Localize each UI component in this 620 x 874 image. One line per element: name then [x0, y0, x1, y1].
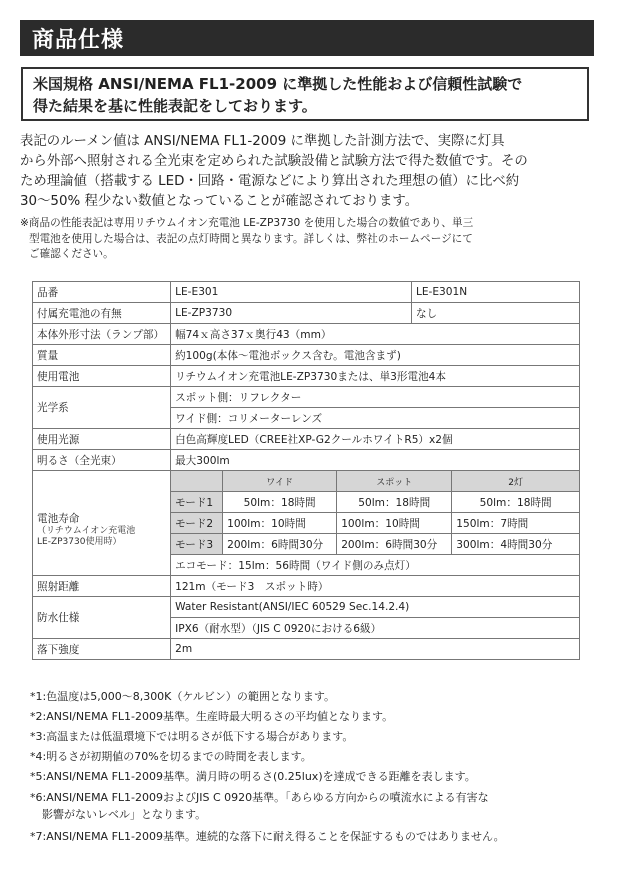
intro-line: 30～50% 程少ない数値となっていることが確認されております。 [20, 194, 419, 209]
note-line: ご確認ください。 [29, 248, 114, 260]
mode-header-blank [171, 471, 223, 492]
table-row [33, 387, 580, 408]
cell-value: スポット側：リフレクター [171, 387, 580, 408]
footnote: *4:明るさが初期値の70%を切るまでの時間を表します。 [30, 750, 312, 763]
note-line: 型電池を使用した場合は、表記の点灯時間と異なります。詳しくは、弊社のホームページにて [29, 232, 473, 245]
cell-value: 50lm：18時間 [223, 492, 337, 513]
table-row [33, 303, 580, 324]
footnotes [30, 687, 600, 847]
table-row [33, 471, 580, 492]
cell-value: エコモード：15lm：56時間（ワイド側のみ点灯） [171, 555, 580, 576]
footnote: *2:ANSI/NEMA FL1-2009基準。生産時最大明るさの平均値となります。 [30, 710, 394, 723]
column-header: スポット [337, 471, 452, 492]
table-row [33, 345, 580, 366]
row-label: 本体外形寸法（ランプ部） [33, 324, 171, 345]
cell-value: ワイド側：コリメーターレンズ [171, 408, 580, 429]
note-line: ※商品の性能表記は専用リチウムイオン充電池 LE-ZP3730 を使用した場合の数値であり、単三 [20, 217, 474, 229]
row-label: 落下強度 [33, 639, 171, 660]
table-row [33, 429, 580, 450]
life-label: 電池寿命 [37, 512, 80, 525]
row-label [33, 471, 171, 576]
row-label: 照射距離 [33, 576, 171, 597]
intro-paragraph [20, 132, 598, 212]
battery-note [20, 216, 600, 263]
cell-value: 最大300lm [171, 450, 580, 471]
standard-notice-box [21, 67, 589, 121]
page-title: 商品仕様 [32, 28, 125, 53]
cell-value: LE-ZP3730 [171, 303, 412, 324]
cell-value: 約100g(本体～電池ボックス含む。電池含まず) [171, 345, 580, 366]
notice-line: 得た結果を基に性能表記をしております。 [33, 97, 317, 115]
cell-value: IPX6（耐水型）（JIS C 0920における6級） [171, 618, 580, 639]
mode-label: モード1 [171, 492, 223, 513]
cell-value: 100lm：10時間 [223, 513, 337, 534]
intro-line: から外部へ照射される全光束を定められた試験設備と試験方法で得た数値です。その [20, 154, 528, 169]
cell-value: 121m（モード3 スポット時） [171, 576, 580, 597]
footnote: *3:高温または低温環境下では明るさが低下する場合があります。 [30, 730, 354, 743]
cell-value: 幅74ｘ高さ37ｘ奥行43（mm） [171, 324, 580, 345]
cell-value: 白色高輝度LED（CREE社XP-G2クールホワイトR5）x2個 [171, 429, 580, 450]
table-row [33, 576, 580, 597]
table-row [33, 324, 580, 345]
page-title-bar [20, 20, 594, 56]
column-header: ワイド [223, 471, 337, 492]
table-row [33, 597, 580, 618]
life-sub-label: （リチウムイオン充電池 [37, 525, 136, 536]
cell-value: 50lm：18時間 [452, 492, 580, 513]
cell-value: 300lm：4時間30分 [452, 534, 580, 555]
row-label: 質量 [33, 345, 171, 366]
cell-value: 200lm：6時間30分 [337, 534, 452, 555]
spec-table [32, 281, 580, 660]
row-label: 光学系 [33, 387, 171, 429]
cell-value: LE-E301 [171, 282, 412, 303]
intro-line: 表記のルーメン値は ANSI/NEMA FL1-2009 に準拠した計測方法で、実際に灯具 [20, 134, 505, 149]
footnote: *7:ANSI/NEMA FL1-2009基準。連続的な落下に耐え得ることを保証するものではありません。 [30, 830, 505, 843]
column-header: 2灯 [452, 471, 580, 492]
cell-value: 50lm：18時間 [337, 492, 452, 513]
cell-value: 100lm：10時間 [337, 513, 452, 534]
table-row [33, 450, 580, 471]
cell-value: 150lm：7時間 [452, 513, 580, 534]
row-label: 使用電池 [33, 366, 171, 387]
table-row [33, 366, 580, 387]
footnote: *1:色温度は5,000～8,300K（ケルビン）の範囲となります。 [30, 690, 335, 703]
cell-value: リチウムイオン充電池LE-ZP3730または、単3形電池4本 [171, 366, 580, 387]
table-row [33, 282, 580, 303]
row-label: 付属充電池の有無 [33, 303, 171, 324]
cell-value: 200lm：6時間30分 [223, 534, 337, 555]
mode-label: モード3 [171, 534, 223, 555]
notice-line: 米国規格 ANSI/NEMA FL1-2009 に準拠した性能および信頼性試験で [33, 75, 523, 93]
cell-value: 2m [171, 639, 580, 660]
row-label: 防水仕様 [33, 597, 171, 639]
intro-line: ため理論値（搭載する LED・回路・電源などにより算出された理想の値）に比べ約 [20, 174, 520, 189]
footnote: *6:ANSI/NEMA FL1-2009およびJIS C 0920基準。「あらゆる方向からの噴流水による有害な [30, 791, 489, 804]
cell-value: なし [411, 303, 579, 324]
life-sub-label: LE-ZP3730使用時） [37, 536, 122, 547]
table-row [33, 639, 580, 660]
cell-value: Water Resistant(ANSI/IEC 60529 Sec.14.2.4) [171, 597, 580, 618]
mode-label: モード2 [171, 513, 223, 534]
row-label: 明るさ（全光束） [33, 450, 171, 471]
footnote: 影響がないレベル」となります。 [42, 808, 207, 821]
row-label: 使用光源 [33, 429, 171, 450]
cell-value: LE-E301N [411, 282, 579, 303]
footnote: *5:ANSI/NEMA FL1-2009基準。満月時の明るさ(0.25lux)を達成できる距離を表します。 [30, 770, 476, 783]
row-label: 品番 [33, 282, 171, 303]
